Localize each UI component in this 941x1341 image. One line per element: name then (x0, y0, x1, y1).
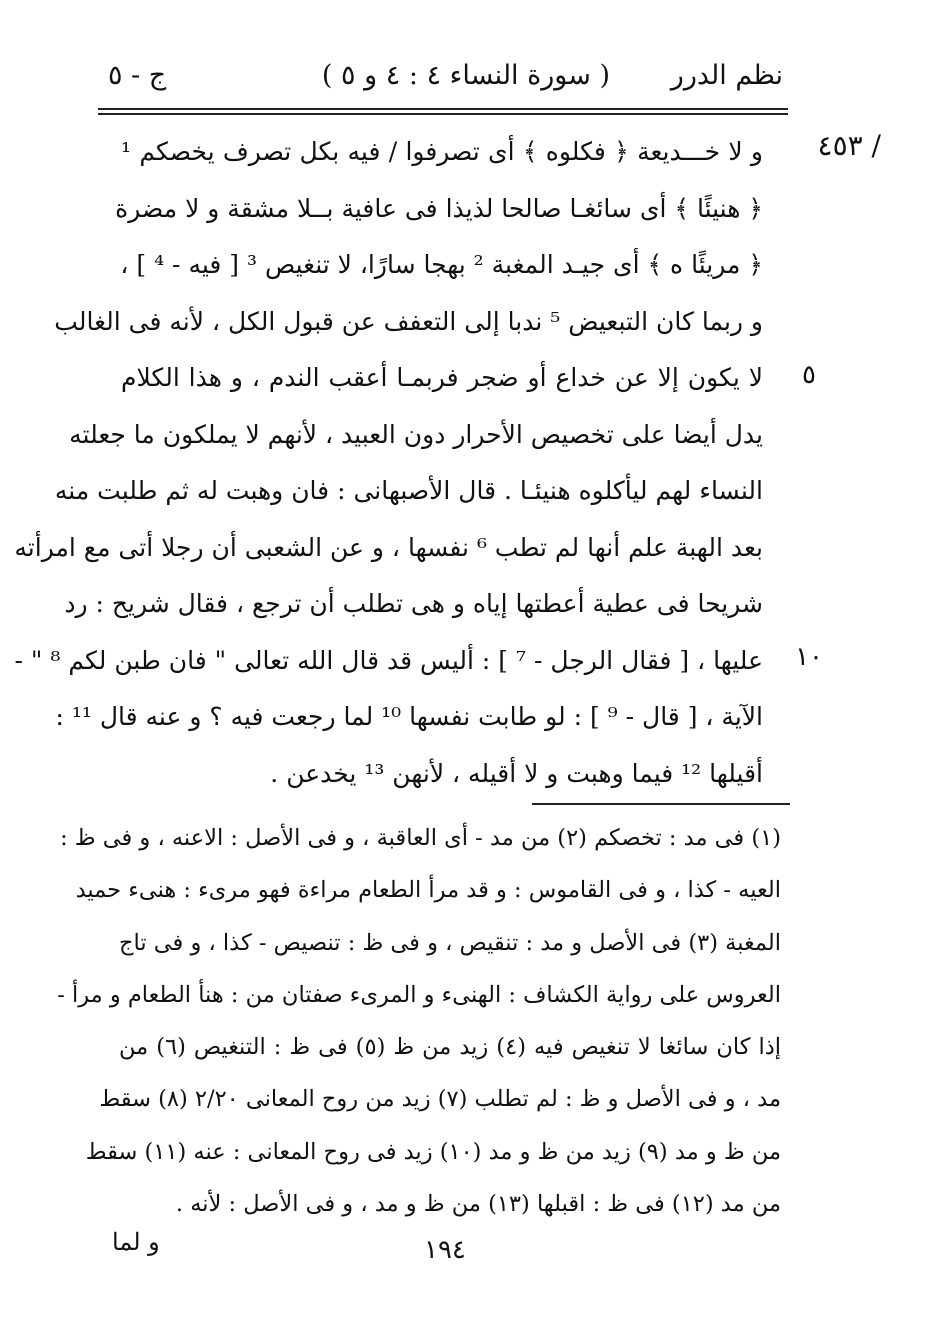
main-text-line: شريحا فى عطية أعطتها إياه و هى تطلب أن ترجع ، فقال شريح : رد (64, 589, 763, 618)
footnote-line: العيه - كذا ، و فى القاموس : و قد مرأ الطعام مراءة فهو مرىء : هنىء حميد (75, 877, 781, 904)
footnote-line: (١) فى مد : تخصكم (٢) من مد - أى العاقبة ، و فى الأصل : الاعنه ، و فى ظ : (60, 825, 781, 851)
main-text-line: النساء لهم ليأكلوه هنيئـا . قال الأصبهانى : فان وهبت له ثم طلبت منه (54, 476, 763, 505)
footnote-separator (532, 803, 790, 805)
running-title-book: نظم الدرر (670, 60, 783, 91)
page-number: ١٩٤ (424, 1235, 466, 1265)
header-rule-top (98, 108, 788, 110)
line-number-5: ٥ (802, 360, 816, 390)
catchword: و لما (112, 1228, 160, 1256)
footnote-line: العروس على رواية الكشاف : الهنىء و المرىء صفتان من : هنأ الطعام و مرأ - (57, 981, 781, 1008)
running-title-volume: ج - ٥ (108, 60, 167, 91)
line-number-10: ١٠ (795, 642, 823, 672)
main-text-line: عليها ، [ فقال الرجل - ⁷ ] : أليس قد قال الله تعالى " فان طبن لكم ⁸ " - (14, 645, 763, 675)
footnotes (57, 812, 782, 1230)
running-title-sura: ( سورة النساء ٤ : ٤ و ٥ ) (321, 60, 610, 91)
main-text-line: يدل أيضا على تخصيص الأحرار دون العبيد ، لأنهم لا يملكون ما جعلته (69, 419, 763, 449)
main-text-line: الآية ، [ قال - ⁹ ] : لو طابت نفسها ¹⁰ لما رجعت فيه ؟ و عنه قال ¹¹ : (55, 702, 763, 731)
main-text (14, 124, 763, 802)
footnote-line: من مد (١٢) فى ظ : اقبلها (١٣) من ظ و مد ، و فى الأصل : لأنه . (175, 1191, 781, 1218)
main-text-line: بعد الهبة علم أنها لم تطب ⁶ نفسها ، و عن الشعبى أن رجلا أتى مع امرأته (14, 532, 763, 562)
footnote-line: من ظ و مد (٩) زيد من ظ و مد (١٠) زيد فى روح المعانى : عنه (١١) سقط (85, 1138, 781, 1165)
margin-reference-number: ٤٥٣ / (817, 129, 881, 162)
main-text-line: و ربما كان التبعيض ⁵ ندبا إلى التعفف عن قبول الكل ، لأنه فى الغالب (54, 306, 763, 336)
main-text-line: ﴿ هنيئًا ﴾ أى سائغـا صالحا لذيذا فى عافية بــلا مشقة و لا مضرة (115, 193, 763, 223)
main-text-line: ﴿ مريئًا ه ﴾ أى جيـد المغبة ² بهجا سارًا، لا تنغيص ³ [ فيه - ⁴ ] ، (120, 250, 763, 279)
main-text-line: لا يكون إلا عن خداع أو ضجر فربمـا أعقب الندم ، و هذا الكلام (121, 363, 763, 392)
footnote-line: المغبة (٣) فى الأصل و مد : تنقيص ، و فى ظ : تنصيص - كذا ، و فى تاج (119, 929, 781, 956)
header-rule-bottom (98, 113, 788, 115)
footnote-line: مد ، و فى الأصل و ظ : لم تطلب (٧) زيد من روح المعانى ٢/٢٠ (٨) سقط (99, 1086, 781, 1113)
main-text-line: أقيلها ¹² فيما وهبت و لا أقيله ، لأنهن ¹³ يخدعن . (270, 758, 763, 788)
main-text-line: و لا خـــديعة ﴿ فكلوه ﴾ أى تصرفوا / فيه بكل تصرف يخصكم ¹ (121, 137, 763, 166)
footnote-line: إذا كان سائغا لا تنغيص فيه (٤) زيد من ظ (٥) فى ظ : التنغيص (٦) من (119, 1034, 782, 1061)
